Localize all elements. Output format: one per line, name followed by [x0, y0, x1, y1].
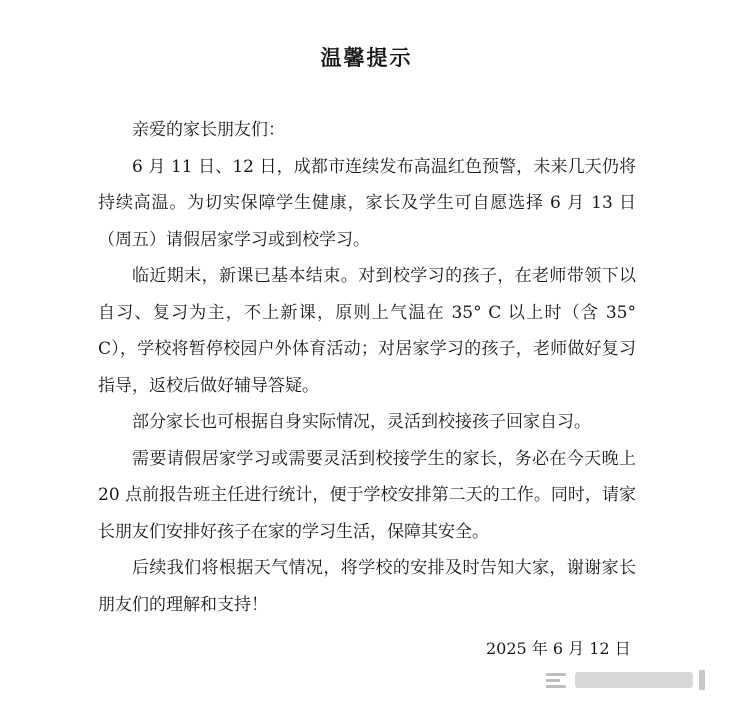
notice-body	[98, 112, 636, 623]
page-title: 温馨提示	[320, 46, 413, 70]
watermark-bar	[699, 670, 705, 690]
paragraph-heat-warning: 6 月 11 日、12 日，成都市连续发布高温红色预警，未来几天仍将持续高温。为切实保障学生健康，家长及学生可自愿选择 6 月 13 日（周五）请假居家学习或到校学习。	[98, 156, 636, 250]
watermark-label-block	[575, 672, 693, 688]
menu-lines-icon	[545, 670, 569, 690]
watermark-badge	[545, 669, 721, 691]
paragraph-school-arrangement: 临近期末，新课已基本结束。对到校学习的孩子，在老师带领下以自习、复习为主，不上新课，原则上气温在 35° C 以上时（含 35° C），学校将暂停校园户外体育活动；对居家学习的孩子，老师做好复习指导，返校后做好辅导答疑。	[98, 266, 636, 396]
notice-date: 2025 年 6 月 12 日	[486, 639, 631, 658]
paragraph-pickup: 部分家长也可根据自身实际情况，灵活到校接孩子回家自习。	[132, 412, 591, 432]
paragraph-closing: 后续我们将根据天气情况，将学校的安排及时告知大家，谢谢家长朋友们的理解和支持！	[98, 558, 636, 615]
paragraph-leave-request: 需要请假居家学习或需要灵活到校接学生的家长，务必在今天晚上 20 点前报告班主任进行统计，便于学校安排第二天的工作。同时，请家长朋友们安排好孩子在家的学习生活，保障其安全。	[98, 448, 636, 542]
salutation: 亲爱的家长朋友们：	[132, 120, 285, 140]
